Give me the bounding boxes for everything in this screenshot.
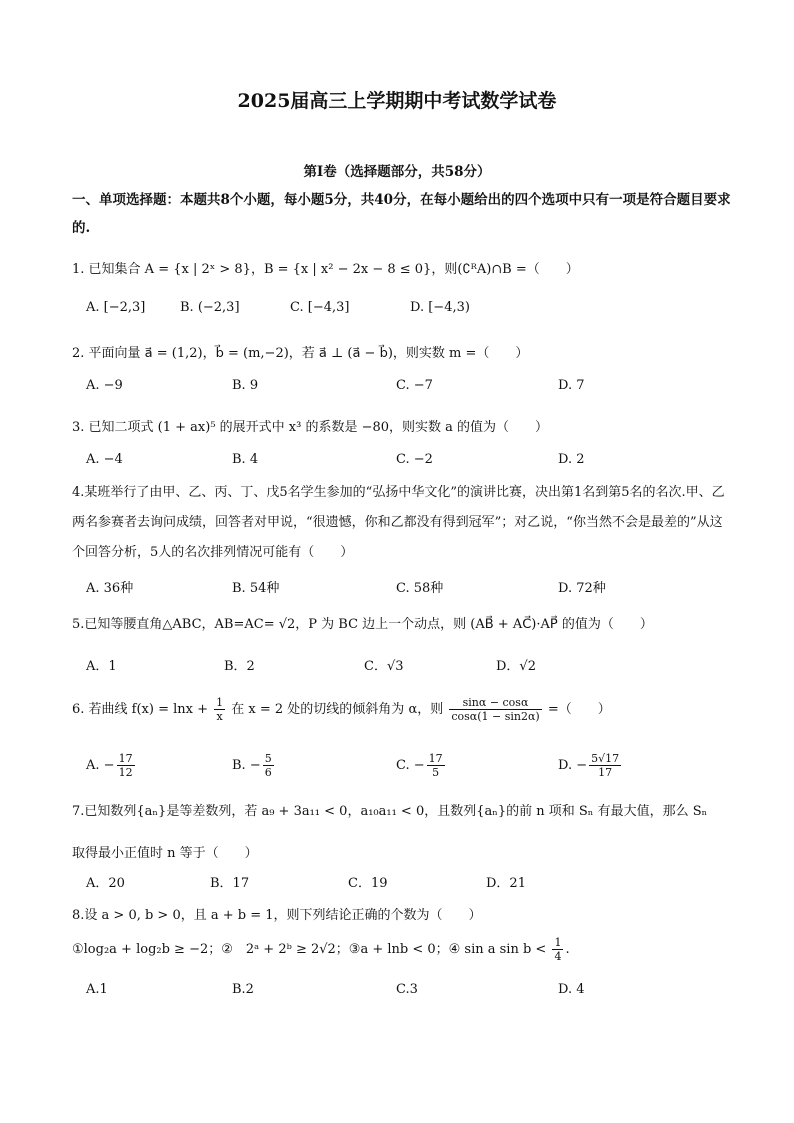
q7-option-d: D．21 [486, 876, 526, 891]
q4-option-b: B. 54种 [232, 581, 280, 596]
q6-option-a-num: 17 [118, 752, 133, 765]
q2-option-d: D. 7 [558, 378, 585, 393]
q2-option-b: B. 9 [232, 378, 259, 393]
q8-claims-frac-den: 4 [554, 950, 562, 963]
section-heading: 一、单项选择题：本题共8个小题，每小题5分，共40分，在每小题给出的四个选项中只有一项是符合题目要求的. [72, 192, 731, 236]
q3-option-a: A. −4 [86, 452, 123, 467]
q6-option-a-label: A. [86, 758, 100, 773]
q5-option-b: B．2 [224, 659, 255, 674]
question-7-stem-line1: 7.已知数列{aₙ}是等差数列，若 a₉ + 3a₁₁ < 0，a₁₀a₁₁ < 0，且数列{aₙ}的前 n 项和 Sₙ 有最大值，那么 Sₙ [72, 804, 708, 819]
question-7-stem-line2: 取得最小正值时 n 等于（ ） [72, 846, 258, 861]
q8-option-b: B.2 [232, 982, 254, 997]
q4-option-a: A. 36种 [86, 581, 134, 596]
q6-option-a-sign: − [103, 758, 115, 773]
q8-option-c: C.3 [396, 982, 418, 997]
q6-option-a [86, 752, 137, 779]
q8-claims-end: . [565, 942, 570, 957]
q8-claims-text: ①log₂a + log₂b ≥ −2；② 2ᵃ + 2ᵇ ≥ 2√2；③a + lnb < 0；④ sin a sin b < [72, 942, 547, 957]
exam-title: 2025届高三上学期期中考试数学试卷 [237, 90, 557, 112]
q6-option-b-sign: − [249, 758, 261, 773]
part-heading: 第I卷（选择题部分，共58分） [303, 164, 491, 180]
q6-option-c [396, 752, 447, 779]
q6-option-c-frac [427, 752, 445, 779]
question-5-stem: 5.已知等腰直角△ABC，AB=AC= √2，P 为 BC 边上一个动点，则 (AB⃗ + AC⃗)·AP⃗ 的值为（ ） [72, 617, 653, 632]
q6-option-d-frac [589, 752, 621, 779]
q6-fraction-trig [449, 696, 541, 723]
q1-option-a: A. [−2,3] [86, 300, 146, 315]
q5-option-a: A．1 [86, 659, 117, 674]
q7-option-c: C．19 [348, 876, 388, 891]
q7-option-a: A．20 [86, 876, 125, 891]
q6-option-b-label: B. [232, 758, 246, 773]
q8-claims-frac-num: 1 [554, 936, 562, 949]
q1-option-c: C. [−4,3] [290, 300, 350, 315]
q8-claims-fraction [552, 936, 563, 963]
q6-option-c-den: 5 [432, 766, 440, 779]
question-8-stem: 8.设 a > 0, b > 0，且 a + b = 1，则下列结论正确的个数为（ ） [72, 908, 482, 923]
q8-option-a: A.1 [86, 982, 108, 997]
q6-option-d-num: 5√17 [591, 752, 620, 765]
q6-option-b-den: 6 [264, 766, 272, 779]
q6-option-c-label: C. [396, 758, 410, 773]
question-6-stem [72, 696, 611, 723]
q6-option-d-sign: − [576, 758, 588, 773]
q6-fraction-den: x [216, 710, 223, 723]
q6-option-d-den: 17 [598, 766, 613, 779]
question-1-stem: 1. 已知集合 A = {x | 2ˣ > 8}，B = {x | x² − 2x − 8 ≤ 0}，则(∁ᴿA)∩B =（ ） [72, 262, 579, 277]
q5-option-c: C．√3 [364, 659, 404, 674]
q4-option-d: D. 72种 [558, 581, 606, 596]
q6-option-d-label: D. [558, 758, 573, 773]
q6-fraction-num: 1 [216, 696, 224, 709]
q6-option-d [558, 752, 623, 779]
q8-option-d: D. 4 [558, 982, 585, 997]
q1-option-d: D. [−4,3) [410, 300, 470, 315]
q7-option-b: B．17 [210, 876, 250, 891]
q6-stem-part-b: 在 x = 2 处的切线的倾斜角为 α，则 [231, 702, 444, 717]
q1-option-b: B. (−2,3] [180, 300, 240, 315]
q6-option-b [232, 752, 276, 779]
q5-option-d: D．√2 [496, 659, 536, 674]
q3-option-b: B. 4 [232, 452, 259, 467]
q6-option-c-num: 17 [428, 752, 443, 765]
q3-option-c: C. −2 [396, 452, 433, 467]
q2-option-c: C. −7 [396, 378, 433, 393]
q6-option-a-den: 12 [118, 766, 133, 779]
question-2-stem: 2. 平面向量 a⃗ = (1,2)，b⃗ = (m,−2)，若 a⃗ ⊥ (a⃗ − b⃗)，则实数 m =（ ） [72, 346, 529, 361]
question-8-claims [72, 936, 570, 963]
q4-option-c: C. 58种 [396, 581, 444, 596]
q6-stem-part-a: 6. 若曲线 f(x) = lnx + [72, 702, 208, 717]
q6-fraction2-num: sinα − cosα [449, 696, 541, 710]
q3-option-d: D. 2 [558, 452, 585, 467]
question-4-stem: 4.某班举行了由甲、乙、丙、丁、戊5名学生参加的“弘扬中华文化”的演讲比赛，决出第1名到第5名的名次.甲、乙两名参赛者去询问成绩，回答者对甲说，“很遗憾，你和乙都没有得到冠军”；对乙说，“你当然不会是最差的”从这个回答分析，5人的名次排列情况可能有（ ） [72, 485, 725, 560]
question-3-stem: 3. 已知二项式 (1 + ax)⁵ 的展开式中 x³ 的系数是 −80，则实数 a 的值为（ ） [72, 420, 549, 435]
q6-option-b-num: 5 [264, 752, 272, 765]
q6-fraction2-den: cosα(1 − sin2α) [451, 710, 540, 723]
q2-option-a: A. −9 [86, 378, 123, 393]
q6-fraction-1-over-x [214, 696, 225, 723]
q6-option-c-sign: − [413, 758, 425, 773]
q6-option-a-frac [117, 752, 135, 779]
q6-option-b-frac [263, 752, 274, 779]
q6-stem-part-c: =（ ） [547, 702, 611, 717]
